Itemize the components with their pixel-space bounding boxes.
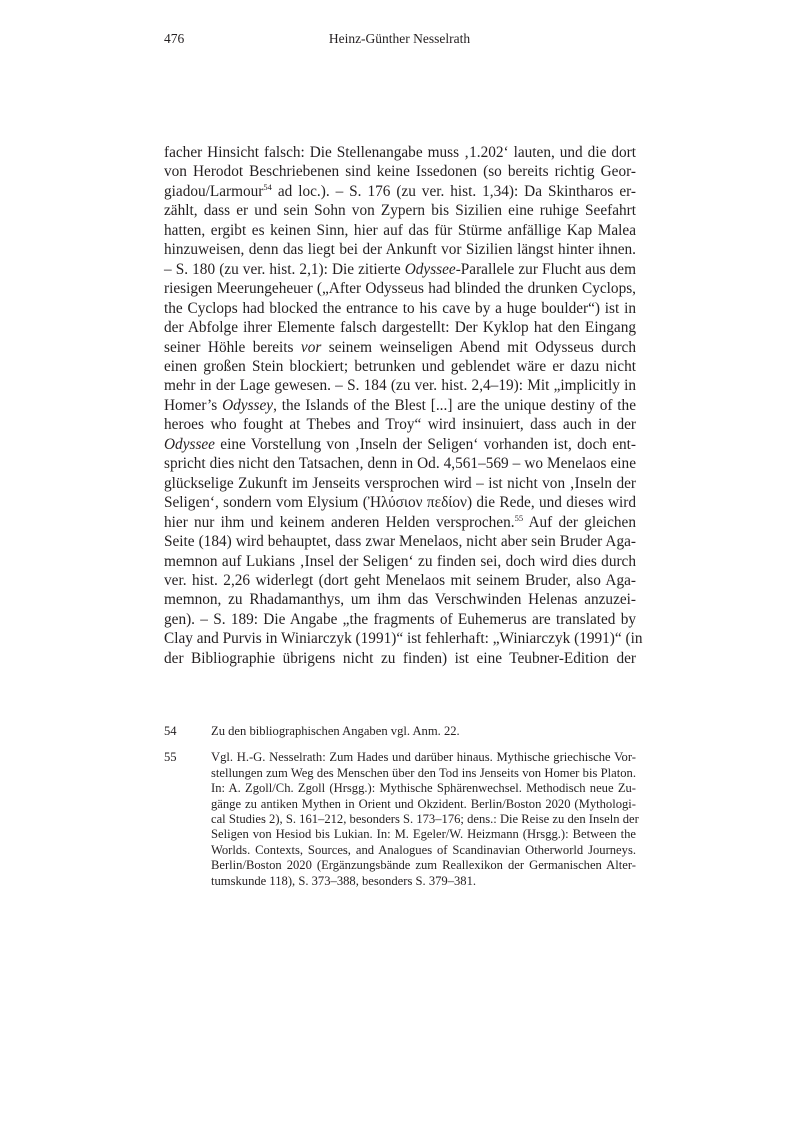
- text-segment: Homer’s: [164, 396, 223, 414]
- text-segment: der Bibliographie übrigens nicht zu finden) ist eine Teubner-Edition der: [164, 649, 636, 667]
- footnote-line: Zu den bibliographischen Angaben vgl. Anm. 22.: [211, 724, 460, 738]
- body-line: [164, 629, 643, 648]
- footnote-reference: 55: [514, 512, 524, 523]
- body-line: [164, 357, 636, 376]
- footnote-line: Berlin/Boston 2020 (Ergänzungsbände zum Reallexikon der Germanischen Alter-: [211, 858, 636, 873]
- body-line: [164, 552, 636, 571]
- footnote: [164, 750, 639, 889]
- body-line: [164, 318, 636, 337]
- text-segment: facher Hinsicht falsch: Die Stellenangabe muss ‚1.202‘ lauten, und die dort: [164, 144, 636, 161]
- footnote-line: gänge zu antiken Mythen in Orient und Okzident. Berlin/Boston 2020 (Mythologi-: [211, 796, 636, 811]
- text-segment: Clay and Purvis in Winiarczyk (1991)“ ist fehlerhaft: „Winiarczyk (1991)“ (in: [164, 630, 643, 648]
- text-segment: ad loc.). – S. 176 (zu ver. hist. 1,34): Da Skintharos er-: [271, 182, 636, 200]
- page-number: 476: [164, 31, 185, 46]
- footnote-line: In: A. Zgoll/Ch. Zgoll (Hrsgg.): Mythische Sphärenwechsel. Methodisch neue Zu-: [211, 781, 636, 796]
- body-line: [164, 143, 636, 162]
- body-line: [164, 201, 636, 220]
- body-line: [164, 532, 636, 551]
- italic-text: vor: [300, 338, 322, 356]
- body-line: [164, 493, 636, 512]
- body-line: [164, 162, 636, 181]
- text-segment: ver. hist. 2,26 widerlegt (dort geht Menelaos mit seinem Bruder, also Aga-: [164, 571, 636, 589]
- text-segment: seinem weinseligen Abend mit Odysseus durch: [321, 338, 636, 356]
- italic-text: Odyssee: [164, 435, 215, 453]
- text-segment: memnon, zu Rhadamanthys, um ihm das Verschwinden Helenas anzuzei-: [164, 591, 636, 609]
- text-segment: zählt, dass er und sein Sohn von Zypern bis Sizilien eine ruhige Seefahrt: [164, 202, 636, 220]
- text-segment: eine Vorstellung von ‚Inseln der Seligen‘ vorhanden ist, doch ent-: [214, 435, 636, 453]
- footnotes: [164, 724, 639, 900]
- body-line: [164, 240, 636, 259]
- text-segment: the Cyclops had blocked the entrance to his cave by a huge boulder“) ist in: [164, 299, 636, 317]
- body-line: [164, 299, 636, 318]
- running-head: Heinz-Günther Nesselrath: [328, 31, 471, 46]
- body-line: [164, 513, 636, 532]
- footnote-text: [211, 724, 636, 739]
- footnote-line: Worlds. Contexts, Sources, and Analogues of Scandinavian Otherworld Journeys.: [211, 842, 636, 857]
- text-segment: , the Islands of the Blest [...] are the unique destiny of the: [273, 396, 636, 414]
- body-line: [164, 396, 636, 415]
- text-segment: seiner Höhle bereits: [164, 338, 301, 356]
- text-segment: der Abfolge ihrer Elemente falsch dargestellt: Der Kyklop hat den Eingang: [164, 319, 636, 337]
- body-line: [164, 610, 636, 629]
- text-segment: hier nur ihm und keinem anderen Helden versprochen.: [164, 513, 515, 531]
- italic-text: Odyssee: [404, 260, 456, 278]
- text-segment: hinzuweisen, denn das liegt bei der Ankunft vor Sizilien längst hinter ihnen.: [164, 241, 636, 259]
- text-segment: -Parallele zur Flucht aus dem: [455, 260, 636, 278]
- body-line: [164, 474, 636, 493]
- text-segment: Auf der gleichen: [523, 513, 636, 531]
- body-line: [164, 182, 636, 201]
- text-segment: Seite (184) wird behauptet, dass zwar Menelaos, nicht aber sein Bruder Aga-: [164, 533, 636, 551]
- text-segment: einen großen Stein blockiert; betrunken und geblendet wäre er dazu nicht: [164, 357, 636, 375]
- footnote-line: tumskunde 118), S. 373–388, besonders S. 379–381.: [211, 873, 477, 888]
- body-line: [164, 590, 636, 609]
- body-line: [164, 415, 636, 434]
- text-segment: memnon auf Lukians ‚Insel der Seligen‘ zu finden sei, doch wird dies durch: [164, 552, 636, 570]
- text-segment: – S. 180 (zu ver. hist. 2,1): Die zitierte: [164, 260, 405, 278]
- body-line: [164, 338, 636, 357]
- text-segment: von Herodot Beschriebenen sind keine Issedonen (so bereits richtig Geor-: [164, 163, 636, 181]
- body-line: [164, 454, 636, 473]
- footnote: [164, 724, 636, 739]
- body-line: [164, 571, 636, 590]
- footnote-reference: 54: [263, 181, 272, 192]
- italic-text: Odyssey: [222, 396, 274, 414]
- body-line: [164, 279, 636, 298]
- footnote-number: 54: [164, 724, 177, 738]
- footnote-line: Seligen von Hesiod bis Lukian. In: M. Egeler/W. Heizmann (Hrsgg.): Between the: [211, 827, 636, 842]
- text-segment: giadou/Larmour: [164, 182, 264, 200]
- body-line: [164, 221, 636, 240]
- text-segment: spricht dies nicht den Tatsachen, denn in Od. 4,561–569 – wo Menelaos eine: [164, 455, 636, 473]
- body-line: [164, 649, 636, 668]
- body-line: [164, 376, 636, 395]
- text-segment: mehr in der Lage gewesen. – S. 184 (zu ver. hist. 2,4–19): Mit „implicitly in: [164, 377, 636, 395]
- footnote-text: [211, 750, 639, 889]
- text-segment: hatten, ergibt es keinen Sinn, hier auf das für Stürme anfällige Kap Malea: [164, 221, 636, 239]
- footnote-line: Vgl. H.-G. Nesselrath: Zum Hades und darüber hinaus. Mythische griechische Vor-: [211, 750, 636, 765]
- body-line: [164, 260, 636, 279]
- body-line: [164, 435, 636, 454]
- footnote-line: cal Studies 2), S. 161–212, besonders S. 173–176; dens.: Die Reise zu den Inseln der: [211, 811, 639, 826]
- text-segment: heroes who fought at Thebes and Troy“ wird insinuiert, dass auch in der: [164, 416, 636, 434]
- text-segment: riesigen Meerungeheuer („After Odysseus had blinded the drunken Cyclops,: [164, 280, 636, 298]
- text-segment: Seligen‘, sondern vom Elysium (Ἠλύσιον πεδίον) die Rede, und dieses wird: [164, 494, 636, 512]
- footnote-line: stellungen zum Weg des Menschen über den Tod ins Jenseits von Homer bis Platon.: [211, 765, 636, 780]
- footnote-number: 55: [164, 750, 177, 765]
- body-text: [164, 143, 643, 668]
- text-segment: gen). – S. 189: Die Angabe „the fragments of Euhemerus are translated by: [164, 610, 636, 628]
- text-segment: glückselige Zukunft im Jenseits versprochen wird – ist nicht von ‚Inseln der: [164, 474, 636, 492]
